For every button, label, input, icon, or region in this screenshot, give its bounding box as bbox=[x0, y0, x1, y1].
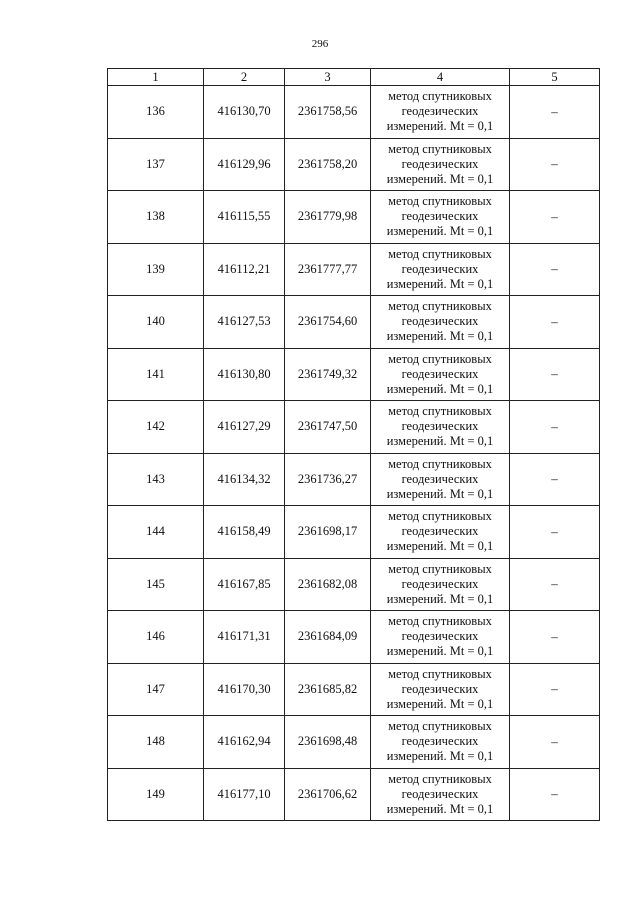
method-cell bbox=[371, 191, 510, 244]
x-coordinate-cell: 416127,53 bbox=[204, 296, 285, 349]
x-coordinate-cell: 416130,80 bbox=[204, 348, 285, 401]
table-row bbox=[108, 453, 600, 506]
x-coordinate-cell: 416170,30 bbox=[204, 663, 285, 716]
y-coordinate-cell: 2361736,27 bbox=[285, 453, 371, 506]
method-line: геодезических bbox=[401, 734, 479, 749]
y-coordinate-cell: 2361758,20 bbox=[285, 138, 371, 191]
description-cell: – bbox=[510, 243, 600, 296]
x-coordinate-cell: 416167,85 bbox=[204, 558, 285, 611]
method-line: метод спутниковых bbox=[388, 509, 492, 524]
y-coordinate-cell: 2361779,98 bbox=[285, 191, 371, 244]
x-coordinate-cell: 416158,49 bbox=[204, 506, 285, 559]
method-cell bbox=[371, 243, 510, 296]
point-number-cell: 146 bbox=[108, 611, 204, 664]
x-coordinate-cell: 416177,10 bbox=[204, 768, 285, 821]
description-cell: – bbox=[510, 506, 600, 559]
method-line: измерений. Mt = 0,1 bbox=[386, 119, 494, 134]
method-line: метод спутниковых bbox=[388, 666, 492, 681]
method-line: измерений. Mt = 0,1 bbox=[386, 276, 494, 291]
method-line: геодезических bbox=[401, 104, 479, 119]
method-line: геодезических bbox=[401, 471, 479, 486]
y-coordinate-cell: 2361749,32 bbox=[285, 348, 371, 401]
method-line: измерений. Mt = 0,1 bbox=[386, 329, 494, 344]
description-cell: – bbox=[510, 768, 600, 821]
y-coordinate-cell: 2361706,62 bbox=[285, 768, 371, 821]
point-number-cell: 141 bbox=[108, 348, 204, 401]
table-row bbox=[108, 768, 600, 821]
method-line: метод спутниковых bbox=[388, 246, 492, 261]
method-line: метод спутниковых bbox=[388, 719, 492, 734]
method-line: измерений. Mt = 0,1 bbox=[386, 591, 494, 606]
method-cell bbox=[371, 453, 510, 506]
table-body bbox=[108, 86, 600, 821]
method-line: метод спутниковых bbox=[388, 194, 492, 209]
y-coordinate-cell: 2361698,17 bbox=[285, 506, 371, 559]
x-coordinate-cell: 416112,21 bbox=[204, 243, 285, 296]
method-line: метод спутниковых bbox=[388, 614, 492, 629]
method-line: измерений. Mt = 0,1 bbox=[386, 381, 494, 396]
point-number-cell: 139 bbox=[108, 243, 204, 296]
x-coordinate-cell: 416134,32 bbox=[204, 453, 285, 506]
point-number-cell: 143 bbox=[108, 453, 204, 506]
table-row bbox=[108, 191, 600, 244]
method-line: геодезических bbox=[401, 314, 479, 329]
description-cell: – bbox=[510, 348, 600, 401]
method-line: измерений. Mt = 0,1 bbox=[386, 749, 494, 764]
y-coordinate-cell: 2361682,08 bbox=[285, 558, 371, 611]
x-coordinate-cell: 416115,55 bbox=[204, 191, 285, 244]
table-row bbox=[108, 296, 600, 349]
description-cell: – bbox=[510, 138, 600, 191]
method-line: измерений. Mt = 0,1 bbox=[386, 644, 494, 659]
method-line: геодезических bbox=[401, 576, 479, 591]
method-line: метод спутниковых bbox=[388, 141, 492, 156]
method-line: геодезических bbox=[401, 209, 479, 224]
table-row bbox=[108, 138, 600, 191]
method-cell bbox=[371, 558, 510, 611]
method-line: измерений. Mt = 0,1 bbox=[386, 801, 494, 816]
method-line: геодезических bbox=[401, 524, 479, 539]
method-line: измерений. Mt = 0,1 bbox=[386, 486, 494, 501]
point-number-cell: 145 bbox=[108, 558, 204, 611]
method-line: метод спутниковых bbox=[388, 771, 492, 786]
description-cell: – bbox=[510, 401, 600, 454]
coordinates-table bbox=[107, 68, 600, 821]
column-header-5: 5 bbox=[510, 69, 600, 86]
method-line: геодезических bbox=[401, 681, 479, 696]
method-cell bbox=[371, 768, 510, 821]
table-row bbox=[108, 401, 600, 454]
y-coordinate-cell: 2361698,48 bbox=[285, 716, 371, 769]
description-cell: – bbox=[510, 716, 600, 769]
point-number-cell: 144 bbox=[108, 506, 204, 559]
method-cell bbox=[371, 663, 510, 716]
description-cell: – bbox=[510, 86, 600, 139]
method-line: геодезических bbox=[401, 366, 479, 381]
table-row bbox=[108, 611, 600, 664]
method-line: геодезических bbox=[401, 786, 479, 801]
point-number-cell: 148 bbox=[108, 716, 204, 769]
description-cell: – bbox=[510, 558, 600, 611]
table-row bbox=[108, 348, 600, 401]
table-header-row bbox=[108, 69, 600, 86]
point-number-cell: 138 bbox=[108, 191, 204, 244]
method-line: геодезических bbox=[401, 629, 479, 644]
method-line: измерений. Mt = 0,1 bbox=[386, 224, 494, 239]
method-line: геодезических bbox=[401, 261, 479, 276]
x-coordinate-cell: 416162,94 bbox=[204, 716, 285, 769]
point-number-cell: 142 bbox=[108, 401, 204, 454]
table-row bbox=[108, 86, 600, 139]
method-line: измерений. Mt = 0,1 bbox=[386, 434, 494, 449]
x-coordinate-cell: 416171,31 bbox=[204, 611, 285, 664]
column-header-1: 1 bbox=[108, 69, 204, 86]
description-cell: – bbox=[510, 296, 600, 349]
point-number-cell: 137 bbox=[108, 138, 204, 191]
point-number-cell: 136 bbox=[108, 86, 204, 139]
point-number-cell: 149 bbox=[108, 768, 204, 821]
point-number-cell: 147 bbox=[108, 663, 204, 716]
y-coordinate-cell: 2361754,60 bbox=[285, 296, 371, 349]
table-row bbox=[108, 506, 600, 559]
y-coordinate-cell: 2361747,50 bbox=[285, 401, 371, 454]
method-line: геодезических bbox=[401, 419, 479, 434]
description-cell: – bbox=[510, 191, 600, 244]
table-row bbox=[108, 243, 600, 296]
table-row bbox=[108, 716, 600, 769]
table-row bbox=[108, 663, 600, 716]
method-line: измерений. Mt = 0,1 bbox=[386, 696, 494, 711]
method-cell bbox=[371, 611, 510, 664]
method-cell bbox=[371, 348, 510, 401]
y-coordinate-cell: 2361685,82 bbox=[285, 663, 371, 716]
y-coordinate-cell: 2361758,56 bbox=[285, 86, 371, 139]
column-header-3: 3 bbox=[285, 69, 371, 86]
method-cell bbox=[371, 401, 510, 454]
method-line: метод спутниковых bbox=[388, 456, 492, 471]
description-cell: – bbox=[510, 663, 600, 716]
method-line: метод спутниковых bbox=[388, 561, 492, 576]
column-header-4: 4 bbox=[371, 69, 510, 86]
column-header-2: 2 bbox=[204, 69, 285, 86]
y-coordinate-cell: 2361777,77 bbox=[285, 243, 371, 296]
y-coordinate-cell: 2361684,09 bbox=[285, 611, 371, 664]
method-cell bbox=[371, 716, 510, 769]
method-cell bbox=[371, 296, 510, 349]
method-cell bbox=[371, 506, 510, 559]
method-line: геодезических bbox=[401, 156, 479, 171]
page-number: 296 bbox=[311, 38, 329, 50]
method-cell bbox=[371, 138, 510, 191]
method-line: измерений. Mt = 0,1 bbox=[386, 171, 494, 186]
description-cell: – bbox=[510, 611, 600, 664]
method-line: измерений. Mt = 0,1 bbox=[386, 539, 494, 554]
method-line: метод спутниковых bbox=[388, 299, 492, 314]
method-line: метод спутниковых bbox=[388, 89, 492, 104]
method-line: метод спутниковых bbox=[388, 404, 492, 419]
x-coordinate-cell: 416129,96 bbox=[204, 138, 285, 191]
description-cell: – bbox=[510, 453, 600, 506]
x-coordinate-cell: 416127,29 bbox=[204, 401, 285, 454]
x-coordinate-cell: 416130,70 bbox=[204, 86, 285, 139]
table-row bbox=[108, 558, 600, 611]
point-number-cell: 140 bbox=[108, 296, 204, 349]
method-cell bbox=[371, 86, 510, 139]
method-line: метод спутниковых bbox=[388, 351, 492, 366]
